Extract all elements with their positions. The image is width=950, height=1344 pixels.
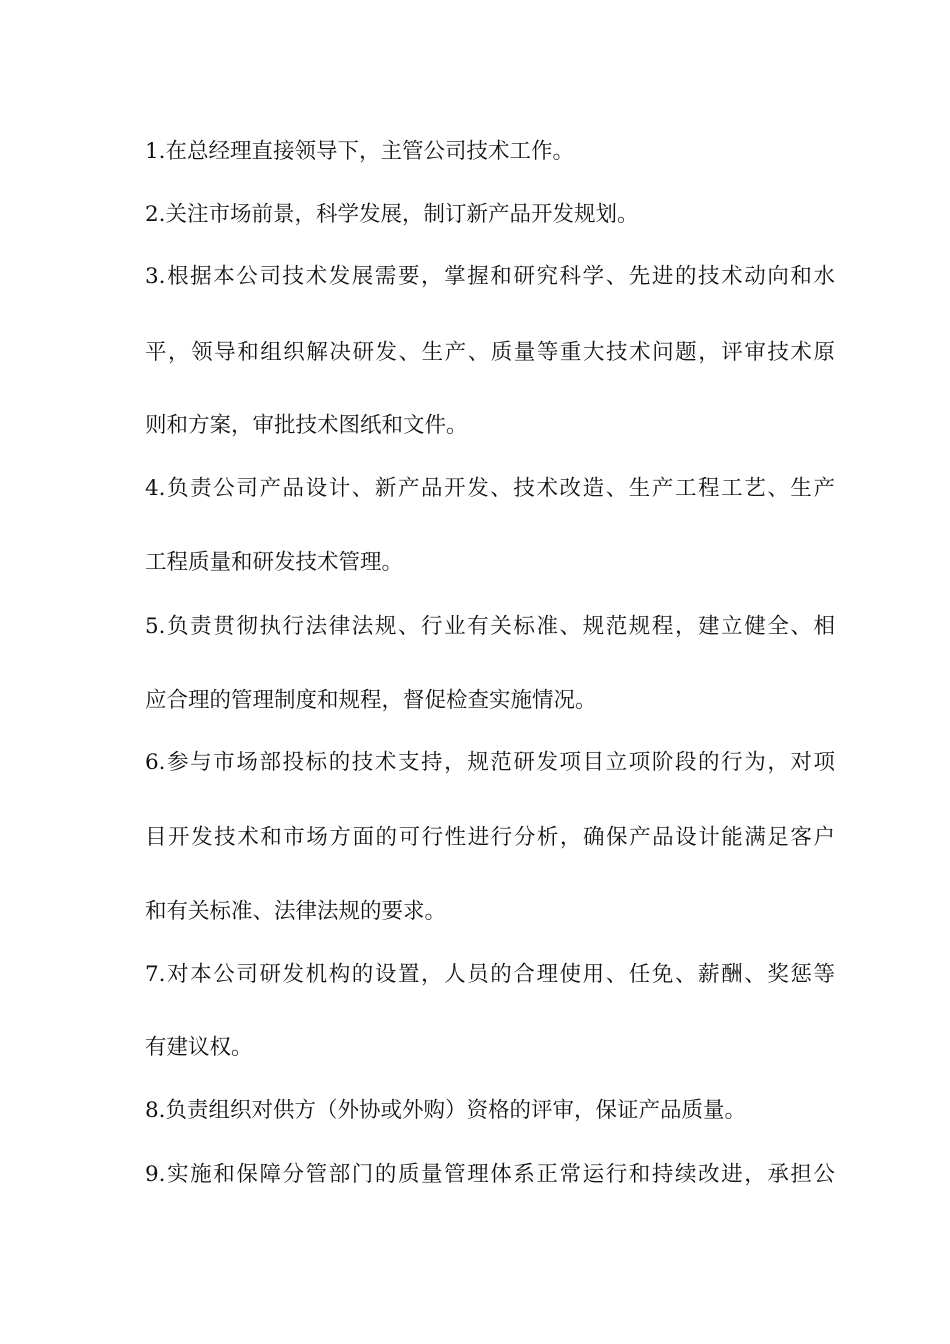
paragraph-line: 2.关注市场前景，科学发展，制订新产品开发规划。 xyxy=(145,202,639,227)
paragraph-line: 8.负责组织对供方（外协或外购）资格的评审，保证产品质量。 xyxy=(145,1098,747,1123)
paragraph-line: 3.根据本公司技术发展需要，掌握和研究科学、先进的技术动向和水 xyxy=(145,264,835,289)
paragraph-line: 7.对本公司研发机构的设置，人员的合理使用、任免、薪酬、奖惩等 xyxy=(145,962,835,987)
paragraph-line: 工程质量和研发技术管理。 xyxy=(145,550,404,575)
paragraph-line: 平，领导和组织解决研发、生产、质量等重大技术问题，评审技术原 xyxy=(145,340,835,365)
paragraph-line: 5.负责贯彻执行法律法规、行业有关标准、规范规程，建立健全、相 xyxy=(145,614,835,639)
paragraph-line: 则和方案，审批技术图纸和文件。 xyxy=(145,413,468,438)
paragraph-line: 应合理的管理制度和规程，督促检查实施情况。 xyxy=(145,688,597,713)
paragraph-line: 9.实施和保障分管部门的质量管理体系正常运行和持续改进，承担公 xyxy=(145,1162,835,1187)
paragraph-line: 目开发技术和市场方面的可行性进行分析，确保产品设计能满足客户 xyxy=(145,825,835,850)
paragraph-line: 和有关标准、法律法规的要求。 xyxy=(145,899,447,924)
paragraph-line: 6.参与市场部投标的技术支持，规范研发项目立项阶段的行为，对项 xyxy=(145,750,835,775)
paragraph-line: 1.在总经理直接领导下，主管公司技术工作。 xyxy=(145,139,575,164)
paragraph-line: 有建议权。 xyxy=(145,1035,253,1060)
paragraph-line: 4.负责公司产品设计、新产品开发、技术改造、生产工程工艺、生产 xyxy=(145,476,835,501)
